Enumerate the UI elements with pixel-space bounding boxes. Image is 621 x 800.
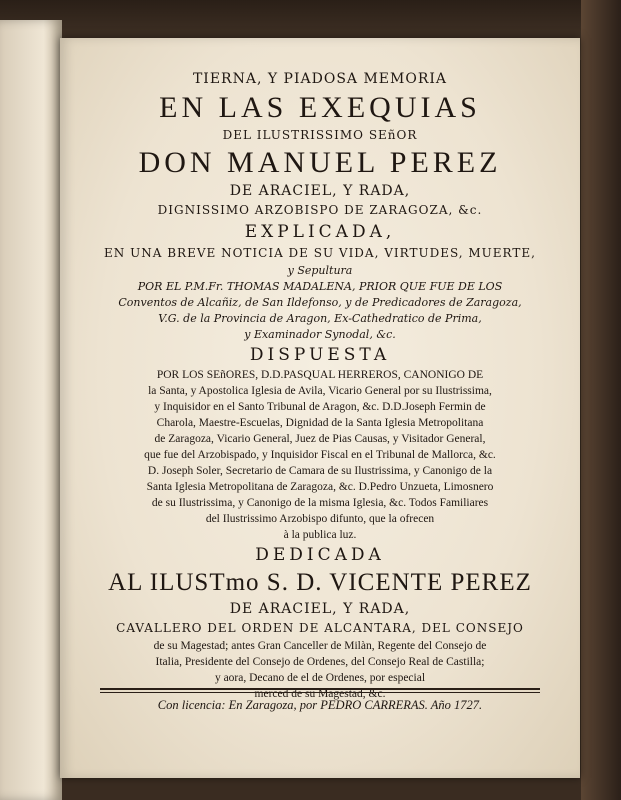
- dedicatee-surname-line: DE ARACIEL, Y RADA,: [229, 601, 411, 617]
- book-spine-background: [581, 0, 621, 800]
- sepultura-line: y Sepultura: [287, 264, 353, 277]
- body-line: de su Ilustrissima, y Canonigo de la misma Iglesia, &c. Todos Familiares: [151, 497, 489, 509]
- main-title-line: EN LAS EXEQUIAS: [159, 91, 481, 124]
- body-line: à la publica luz.: [283, 529, 357, 541]
- body-line: de su Magestad; antes Gran Canceller de Milàn, Regente del Consejo de: [153, 640, 487, 652]
- dispuesta-heading: DISPUESTA: [249, 345, 391, 365]
- author-line: POR EL P.M.Fr. THOMAS MADALENA, PRIOR QUE FUE DE LOS: [137, 280, 503, 293]
- subtitle-line: TIERNA, Y PIADOSA MEMORIA: [192, 71, 448, 87]
- imprint-line: Con licencia: En Zaragoza, por PEDRO CARRERAS. Año 1727.: [157, 698, 483, 712]
- body-line: POR LOS SEñORES, D.D.PASQUAL HERREROS, CANONIGO DE: [156, 369, 484, 381]
- dedicada-heading: DEDICADA: [255, 545, 385, 565]
- body-line: y Inquisidor en el Santo Tribunal de Aragon, &c. D.D.Joseph Fermin de: [154, 401, 486, 413]
- surname-line: DE ARACIEL, Y RADA,: [229, 183, 411, 199]
- name-line: DON MANUEL PEREZ: [138, 146, 502, 179]
- body-line: la Santa, y Apostolica Iglesia de Avila, Vicario General por su Ilustrissima,: [148, 385, 492, 397]
- explicada-heading: EXPLICADA,: [244, 222, 396, 242]
- body-line: y aora, Decano de el de Ordenes, por especial: [214, 672, 426, 684]
- body-line: Italia, Presidente del Consejo de Ordenes, del Consejo Real de Castilla;: [155, 656, 485, 668]
- body-line: del Ilustrissimo Arzobispo difunto, que la ofrecen: [205, 513, 435, 525]
- body-line: que fue del Arzobispado, y Inquisidor Fiscal en el Tribunal de Mallorca, &c.: [144, 449, 496, 461]
- author-line: Conventos de Alcañiz, de San Ildefonso, y de Predicadores de Zaragoza,: [118, 296, 522, 309]
- title-page-text: [102, 68, 538, 702]
- author-line: V.G. de la Provincia de Aragon, Ex-Cathedratico de Prima,: [158, 312, 482, 325]
- body-line: de Zaragoza, Vicario General, Juez de Pias Causas, y Visitador General,: [154, 433, 486, 445]
- author-line: y Examinador Synodal, &c.: [244, 328, 396, 341]
- divider-rule: [100, 688, 540, 690]
- body-line: merced de su Magestad, &c.: [254, 688, 386, 700]
- office-line: DIGNISSIMO ARZOBISPO DE ZARAGOZA, &c.: [157, 203, 483, 217]
- body-line: Charola, Maestre-Escuelas, Dignidad de la Santa Iglesia Metropolitana: [156, 417, 484, 429]
- dedicatee-line: AL ILUSTmo S. D. VICENTE PEREZ: [108, 569, 532, 596]
- title-page: [60, 38, 580, 778]
- noticia-line: EN UNA BREVE NOTICIA DE SU VIDA, VIRTUDES, MUERTE,: [104, 246, 536, 260]
- body-line: D. Joseph Soler, Secretario de Camara de su Ilustrissima, y Canonigo de la: [147, 465, 493, 477]
- body-line: CAVALLERO DEL ORDEN DE ALCANTARA, DEL CONSEJO: [116, 621, 524, 635]
- divider-rule: [100, 692, 540, 693]
- left-page-edge: [0, 20, 62, 800]
- honorific-line: DEL ILUSTRISSIMO SEñOR: [222, 128, 418, 142]
- body-line: Santa Iglesia Metropolitana de Zaragoza, &c. D.Pedro Unzueta, Limosnero: [146, 481, 494, 493]
